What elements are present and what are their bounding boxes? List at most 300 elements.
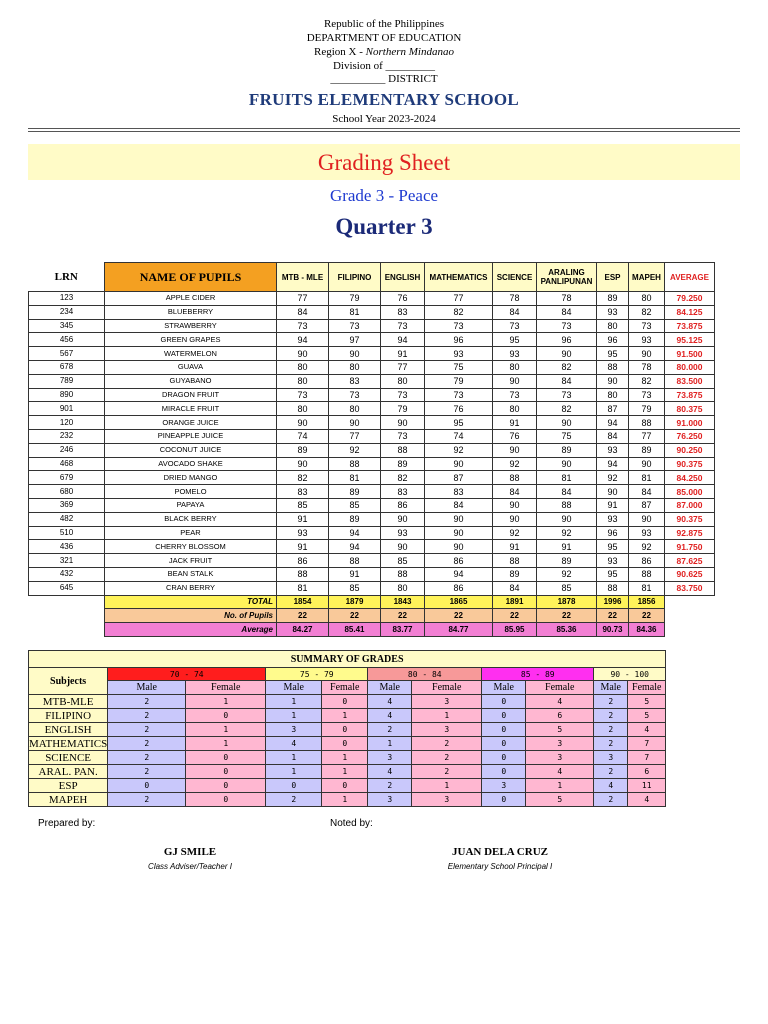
totals-value: 22 [629, 609, 665, 623]
totals-value: 85.41 [329, 623, 381, 637]
table-row [29, 581, 715, 595]
grade-cell: 92 [629, 540, 665, 554]
lrn-cell: 321 [29, 554, 105, 568]
grade-cell: 73 [537, 319, 597, 333]
blank-cell [29, 623, 105, 637]
grade-cell: 77 [425, 292, 493, 306]
grade-cell: 86 [381, 498, 425, 512]
lrn-cell: 482 [29, 512, 105, 526]
range-85-89: 85 - 89 [482, 668, 594, 681]
grade-cell: 88 [629, 567, 665, 581]
summary-caption: SUMMARY OF GRADES [29, 651, 666, 668]
male-count: 2 [594, 709, 628, 723]
col-english: ENGLISH [381, 263, 425, 292]
header-rule-top [28, 128, 740, 129]
grade-cell: 73 [629, 319, 665, 333]
totals-value: 22 [493, 609, 537, 623]
female-count: 0 [322, 779, 368, 793]
summary-subject: MAPEH [29, 793, 108, 807]
grade-cell: 90 [537, 416, 597, 430]
totals-value: 83.77 [381, 623, 425, 637]
grade-cell: 82 [277, 471, 329, 485]
female-count: 0 [186, 765, 266, 779]
female-count: 0 [322, 723, 368, 737]
female-count: 5 [526, 723, 594, 737]
grade-cell: 93 [597, 305, 629, 319]
table-row [29, 443, 715, 457]
female-count: 2 [412, 751, 482, 765]
totals-value: 1878 [537, 595, 597, 609]
grade-cell: 82 [629, 305, 665, 319]
grade-cell: 96 [425, 333, 493, 347]
grade-cell: 86 [277, 554, 329, 568]
male-count: 1 [368, 737, 412, 751]
grade-cell: 89 [629, 443, 665, 457]
grade-cell: 86 [425, 581, 493, 595]
pupil-name-cell: WATERMELON [105, 347, 277, 361]
average-cell: 73.875 [665, 319, 715, 333]
totals-value: 22 [425, 609, 493, 623]
grade-cell: 84 [597, 429, 629, 443]
grade-cell: 86 [629, 554, 665, 568]
grade-section: Grade 3 - Peace [329, 186, 439, 205]
lrn-cell: 510 [29, 526, 105, 540]
totals-value: 1891 [493, 595, 537, 609]
lrn-cell: 468 [29, 457, 105, 471]
grade-cell: 80 [381, 374, 425, 388]
grade-cell: 73 [629, 388, 665, 402]
female-count: 0 [322, 695, 368, 709]
grade-cell: 73 [381, 319, 425, 333]
lrn-cell: 369 [29, 498, 105, 512]
grade-cell: 83 [329, 374, 381, 388]
grade-cell: 74 [277, 429, 329, 443]
grade-cell: 76 [425, 402, 493, 416]
grade-cell: 90 [493, 512, 537, 526]
female-header: Female [526, 681, 594, 695]
male-count: 3 [482, 779, 526, 793]
male-count: 1 [266, 765, 322, 779]
pupil-name-cell: GUAVA [105, 360, 277, 374]
totals-value: 84.27 [277, 623, 329, 637]
grade-cell: 92 [597, 471, 629, 485]
male-count: 2 [108, 765, 186, 779]
female-count: 0 [186, 779, 266, 793]
grade-cell: 94 [597, 457, 629, 471]
grade-cell: 80 [629, 292, 665, 306]
totals-value: 85.36 [537, 623, 597, 637]
female-count: 3 [526, 737, 594, 751]
region-prefix: Region X - [314, 46, 366, 58]
grade-cell: 73 [277, 319, 329, 333]
totals-value: 1996 [597, 595, 629, 609]
average-cell: 83.500 [665, 374, 715, 388]
lrn-cell: 123 [29, 292, 105, 306]
grade-cell: 88 [629, 416, 665, 430]
table-row [29, 512, 715, 526]
grade-cell: 85 [329, 581, 381, 595]
pupil-name-cell: AVOCADO SHAKE [105, 457, 277, 471]
grade-cell: 84 [493, 485, 537, 499]
summary-subject: ARAL. PAN. [29, 765, 108, 779]
male-count: 0 [482, 793, 526, 807]
totals-value: 22 [329, 609, 381, 623]
grade-cell: 90 [425, 512, 493, 526]
male-count: 4 [594, 779, 628, 793]
blank-cell [29, 609, 105, 623]
grade-cell: 73 [425, 319, 493, 333]
lrn-cell: 345 [29, 319, 105, 333]
grade-cell: 87 [629, 498, 665, 512]
male-count: 4 [368, 709, 412, 723]
grade-cell: 92 [493, 526, 537, 540]
grade-cell: 91 [277, 540, 329, 554]
grades-table [28, 262, 715, 637]
header-region [0, 46, 768, 59]
grade-cell: 84 [493, 305, 537, 319]
table-row [29, 485, 715, 499]
pupil-name-cell: APPLE CIDER [105, 292, 277, 306]
header-district: __________ DISTRICT [330, 73, 438, 85]
grade-cell: 91 [493, 540, 537, 554]
grade-cell: 82 [537, 360, 597, 374]
lrn-cell: 789 [29, 374, 105, 388]
table-row [29, 526, 715, 540]
grade-cell: 90 [425, 526, 493, 540]
summary-subject: MATHEMATICS [29, 737, 108, 750]
grade-cell: 88 [381, 567, 425, 581]
principal-title: Elementary School Principal I [447, 862, 553, 871]
lrn-cell: 120 [29, 416, 105, 430]
blank-cell [665, 609, 715, 623]
average-cell: 92.875 [665, 526, 715, 540]
male-header: Male [368, 681, 412, 695]
grade-cell: 89 [277, 443, 329, 457]
grade-cell: 83 [381, 485, 425, 499]
totals-value: 22 [277, 609, 329, 623]
grade-cell: 90 [381, 416, 425, 430]
average-cell: 90.375 [665, 512, 715, 526]
summary-row [29, 737, 666, 751]
blank-cell [665, 595, 715, 609]
grade-cell: 90 [329, 416, 381, 430]
table-row [29, 471, 715, 485]
grade-cell: 88 [277, 567, 329, 581]
female-count: 4 [526, 765, 594, 779]
grade-cell: 81 [629, 581, 665, 595]
male-count: 0 [482, 765, 526, 779]
grade-cell: 77 [381, 360, 425, 374]
female-count: 1 [322, 751, 368, 765]
grade-cell: 77 [329, 429, 381, 443]
col-esp: ESP [597, 263, 629, 292]
table-row [29, 402, 715, 416]
grade-cell: 88 [493, 554, 537, 568]
summary-subject: ENGLISH [29, 723, 108, 737]
totals-row [29, 609, 715, 623]
grade-cell: 78 [629, 360, 665, 374]
grade-cell: 89 [493, 567, 537, 581]
female-count: 7 [628, 751, 666, 765]
female-header: Female [186, 681, 266, 695]
summary-row [29, 709, 666, 723]
grades-header-row [29, 263, 715, 292]
totals-value: 1843 [381, 595, 425, 609]
principal-name: JUAN DELA CRUZ [452, 846, 548, 858]
summary-subject: FILIPINO [29, 709, 108, 723]
grade-cell: 90 [277, 416, 329, 430]
col-name: NAME OF PUPILS [105, 263, 277, 292]
male-count: 0 [482, 723, 526, 737]
grade-cell: 89 [381, 457, 425, 471]
grade-cell: 84 [493, 581, 537, 595]
range-90-100: 90 - 100 [594, 668, 666, 681]
female-count: 1 [322, 793, 368, 807]
pupil-name-cell: PINEAPPLE JUICE [105, 429, 277, 443]
lrn-cell: 680 [29, 485, 105, 499]
female-count: 11 [628, 779, 666, 793]
grade-cell: 79 [425, 374, 493, 388]
grade-cell: 93 [277, 526, 329, 540]
grade-cell: 90 [629, 457, 665, 471]
header-rule-bottom [28, 131, 740, 132]
grade-cell: 73 [537, 388, 597, 402]
male-count: 1 [266, 709, 322, 723]
grade-cell: 76 [493, 429, 537, 443]
grade-cell: 93 [629, 526, 665, 540]
totals-label: Average [105, 623, 277, 637]
grade-cell: 90 [537, 512, 597, 526]
pupil-name-cell: BLACK BERRY [105, 512, 277, 526]
grade-cell: 92 [493, 457, 537, 471]
female-count: 1 [322, 709, 368, 723]
female-count: 2 [412, 765, 482, 779]
male-count: 2 [368, 723, 412, 737]
col-lrn: LRN [29, 263, 105, 292]
average-cell: 85.000 [665, 485, 715, 499]
totals-value: 1856 [629, 595, 665, 609]
male-count: 2 [368, 779, 412, 793]
male-count: 3 [368, 751, 412, 765]
grade-cell: 94 [425, 567, 493, 581]
table-row [29, 292, 715, 306]
male-count: 0 [108, 779, 186, 793]
grade-cell: 80 [277, 360, 329, 374]
noted-by-label: Noted by: [330, 818, 373, 829]
pupil-name-cell: CRAN BERRY [105, 581, 277, 595]
summary-subject: SCIENCE [29, 751, 108, 765]
pupil-name-cell: POMELO [105, 485, 277, 499]
grade-cell: 75 [425, 360, 493, 374]
female-count: 3 [412, 695, 482, 709]
totals-label: No. of Pupils [105, 609, 277, 623]
summary-row [29, 695, 666, 709]
grade-cell: 73 [381, 388, 425, 402]
male-count: 0 [482, 695, 526, 709]
pupil-name-cell: CHERRY BLOSSOM [105, 540, 277, 554]
grade-cell: 90 [329, 347, 381, 361]
summary-row [29, 765, 666, 779]
grade-cell: 82 [425, 305, 493, 319]
male-count: 1 [266, 695, 322, 709]
grade-cell: 84 [629, 485, 665, 499]
grade-cell: 96 [537, 333, 597, 347]
male-count: 4 [368, 695, 412, 709]
quarter-label: Quarter 3 [335, 214, 433, 239]
grade-cell: 90 [629, 512, 665, 526]
grade-cell: 90 [493, 498, 537, 512]
male-count: 2 [594, 695, 628, 709]
table-row [29, 498, 715, 512]
grade-cell: 89 [329, 512, 381, 526]
table-row [29, 305, 715, 319]
grade-cell: 80 [329, 360, 381, 374]
grade-cell: 90 [381, 512, 425, 526]
male-count: 1 [266, 751, 322, 765]
grade-cell: 91 [277, 512, 329, 526]
female-count: 0 [186, 709, 266, 723]
female-count: 1 [412, 709, 482, 723]
female-count: 5 [628, 695, 666, 709]
region-name: Northern Mindanao [365, 46, 454, 58]
grade-cell: 84 [277, 305, 329, 319]
grade-cell: 80 [493, 360, 537, 374]
lrn-cell: 456 [29, 333, 105, 347]
female-count: 6 [628, 765, 666, 779]
pupil-name-cell: MIRACLE FRUIT [105, 402, 277, 416]
pupil-name-cell: PEAR [105, 526, 277, 540]
grade-cell: 97 [329, 333, 381, 347]
grade-cell: 73 [493, 319, 537, 333]
grade-cell: 82 [537, 402, 597, 416]
grade-cell: 73 [329, 388, 381, 402]
grade-cell: 94 [277, 333, 329, 347]
female-header: Female [412, 681, 482, 695]
table-row [29, 554, 715, 568]
female-count: 0 [186, 751, 266, 765]
summary-subject: MTB-MLE [29, 695, 108, 709]
female-count: 0 [186, 793, 266, 807]
grade-cell: 90 [493, 443, 537, 457]
female-header: Female [628, 681, 666, 695]
female-count: 0 [322, 737, 368, 751]
lrn-cell: 436 [29, 540, 105, 554]
table-row [29, 347, 715, 361]
grade-cell: 90 [277, 457, 329, 471]
lrn-cell: 890 [29, 388, 105, 402]
grade-cell: 82 [381, 471, 425, 485]
grade-cell: 73 [381, 429, 425, 443]
male-header: Male [266, 681, 322, 695]
male-count: 4 [266, 737, 322, 751]
male-count: 2 [108, 751, 186, 765]
female-count: 4 [526, 695, 594, 709]
grade-cell: 91 [493, 416, 537, 430]
grade-cell: 90 [425, 540, 493, 554]
totals-value: 90.73 [597, 623, 629, 637]
grade-cell: 78 [537, 292, 597, 306]
summary-row [29, 723, 666, 737]
average-cell: 90.250 [665, 443, 715, 457]
grade-cell: 93 [597, 512, 629, 526]
grade-cell: 88 [597, 360, 629, 374]
grade-cell: 80 [277, 374, 329, 388]
grade-cell: 79 [329, 292, 381, 306]
totals-row [29, 595, 715, 609]
grade-cell: 81 [629, 471, 665, 485]
grade-cell: 88 [329, 554, 381, 568]
grade-cell: 95 [597, 347, 629, 361]
average-cell: 73.875 [665, 388, 715, 402]
female-count: 1 [526, 779, 594, 793]
lrn-cell: 232 [29, 429, 105, 443]
grade-cell: 85 [537, 581, 597, 595]
table-row [29, 319, 715, 333]
col-mtb: MTB - MLE [277, 263, 329, 292]
table-row [29, 416, 715, 430]
female-count: 3 [412, 793, 482, 807]
male-header: Male [108, 681, 186, 695]
grade-cell: 92 [329, 443, 381, 457]
summary-row [29, 751, 666, 765]
female-count: 3 [412, 723, 482, 737]
grade-cell: 87 [425, 471, 493, 485]
grade-cell: 82 [629, 374, 665, 388]
pupil-name-cell: DRIED MANGO [105, 471, 277, 485]
grade-cell: 89 [597, 292, 629, 306]
totals-value: 1854 [277, 595, 329, 609]
grade-cell: 95 [597, 540, 629, 554]
male-count: 0 [482, 709, 526, 723]
pupil-name-cell: ORANGE JUICE [105, 416, 277, 430]
grade-cell: 84 [537, 374, 597, 388]
range-80-84: 80 - 84 [368, 668, 482, 681]
table-row [29, 567, 715, 581]
col-science: SCIENCE [493, 263, 537, 292]
totals-value: 85.95 [493, 623, 537, 637]
average-cell: 83.750 [665, 581, 715, 595]
grade-cell: 88 [329, 457, 381, 471]
grade-cell: 96 [597, 333, 629, 347]
grade-cell: 73 [277, 388, 329, 402]
grade-cell: 92 [425, 443, 493, 457]
male-header: Male [482, 681, 526, 695]
average-cell: 76.250 [665, 429, 715, 443]
grade-cell: 91 [597, 498, 629, 512]
female-count: 5 [628, 709, 666, 723]
grade-cell: 95 [493, 333, 537, 347]
pupil-name-cell: PAPAYA [105, 498, 277, 512]
grade-cell: 75 [537, 429, 597, 443]
range-70-74: 70 - 74 [108, 668, 266, 681]
grade-cell: 78 [493, 292, 537, 306]
header-republic: Republic of the Philippines [323, 18, 445, 30]
pupil-name-cell: GUYABANO [105, 374, 277, 388]
grade-cell: 94 [597, 416, 629, 430]
grade-cell: 90 [493, 374, 537, 388]
grade-cell: 86 [425, 554, 493, 568]
grade-cell: 84 [425, 498, 493, 512]
lrn-cell: 234 [29, 305, 105, 319]
grade-cell: 91 [381, 347, 425, 361]
pupil-name-cell: BEAN STALK [105, 567, 277, 581]
average-cell: 90.625 [665, 567, 715, 581]
male-count: 2 [594, 737, 628, 751]
pupil-name-cell: JACK FRUIT [105, 554, 277, 568]
lrn-cell: 432 [29, 567, 105, 581]
grade-cell: 80 [597, 388, 629, 402]
grade-cell: 80 [277, 402, 329, 416]
